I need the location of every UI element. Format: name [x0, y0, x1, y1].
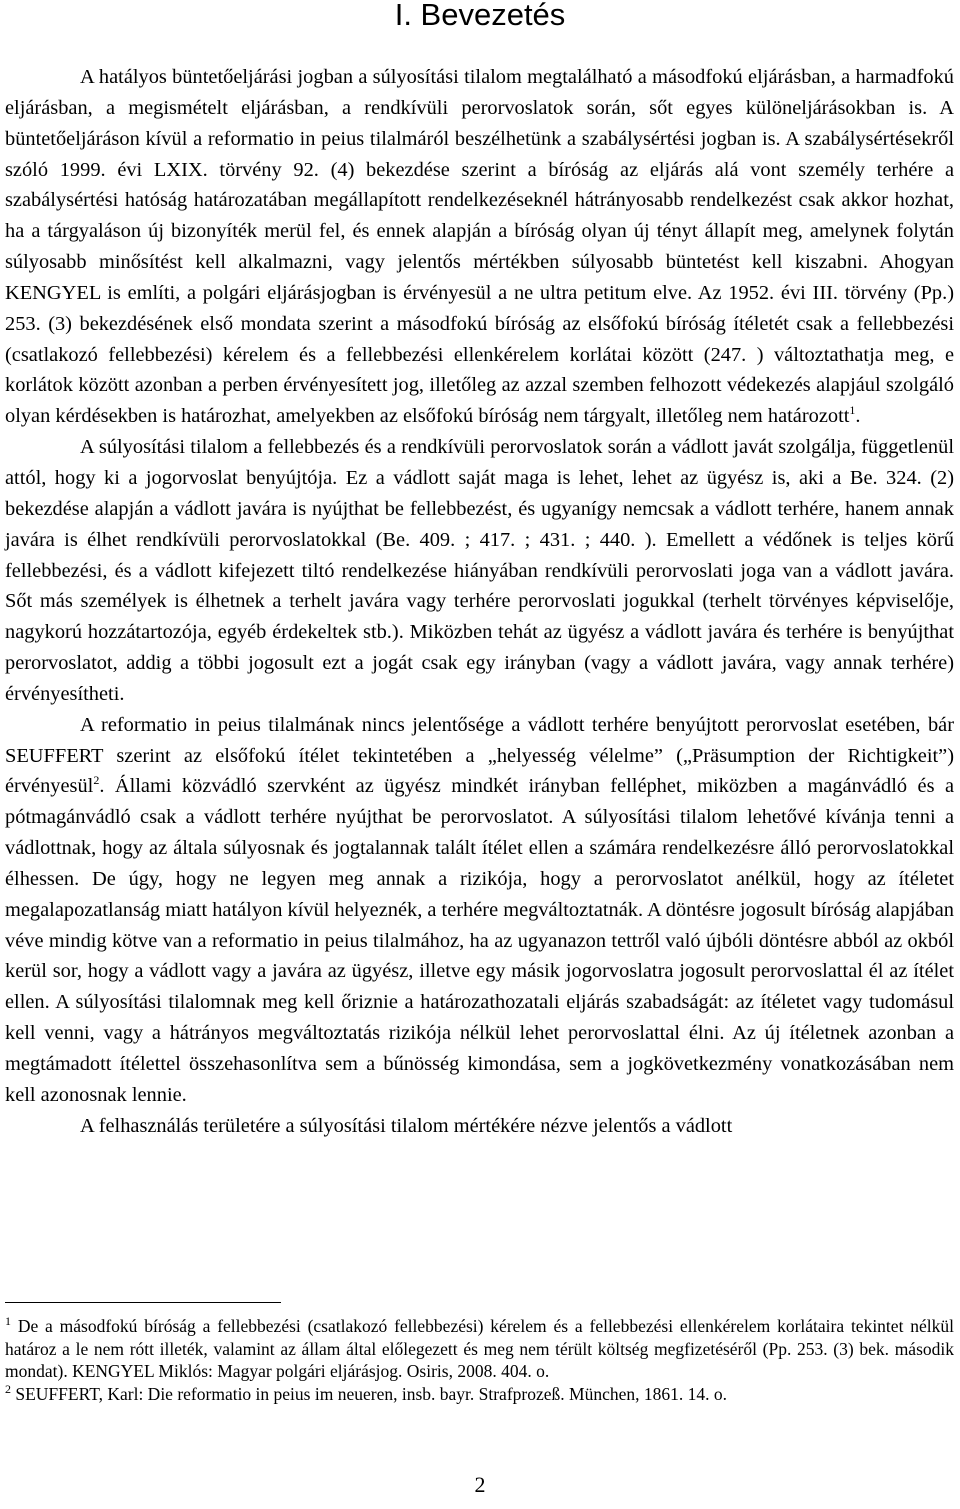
page-number: 2 — [474, 1472, 486, 1497]
footnote-ref-1: 1 — [849, 403, 856, 418]
paragraph-3-text: A reformatio in peius tilalmának nincs jelentősége a vádlott terhére benyújtott perorvoslat esetében, bár SEUFFERT szerint az elsőfokú ítélet tekintetében a „helyesség vélelme” („Präsumption der Richtigkeit”) érvényesül — [5, 713, 954, 798]
paragraph-4: A felhasználás területére a súlyosítási tilalom mértékére nézve jelentős a vádlott — [80, 1114, 733, 1137]
paragraph-3 — [5, 710, 954, 1111]
paragraph-1-text: A hatályos büntetőeljárási jogban a súlyosítási tilalom megtalálható a másodfokú eljárásban, a harmadfokú eljárásban, a megismételt eljárásban, a rendkívüli perorvoslatok során, sőt egyes különeljárásokban is. A büntetőeljáráson kívül a reformatio in peius tilalmáról beszélhetünk a szabálysértési jogban is. A szabálysértésekről szóló 1999. évi LXIX. törvény 92. (4) bekezdése szerint a bíróság az eljárás alá vont személy terhére a szabálysértési hatóság határozatában megállapított rendelkezéseknél hátrányosabb rendelkezést csak akkor hozhat, ha a tárgyaláson új bizonyíték merül fel, és ennek alapján a bíróság olyan új tényt állapít meg, amelynek folytán súlyosabb minősítést kell alkalmazni, vagy jelentős mértékben súlyosabb büntetést kell kiszabni. Ahogyan KENGYEL is említi, a polgári eljárásjogban is érvényesül a ne ultra petitum elve. Az 1952. évi III. törvény (Pp.) 253. (3) bekezdésének első mondata szerint a másodfokú bíróság az elsőfokú bíróság ítéletét csak a fellebbezési (csatlakozó fellebbezési) kérelem és a fellebbezési ellenkérelem korlátai között (247. ) változtathatja meg, e korlátok között azonban a perben érvényesített jog, illetőleg az azzal szemben felhozott védekezés alapjául szolgáló olyan kérdésekben is határozhat, amelyekben az elsőfokú bíróság nem tárgyalt, illetőleg nem határozott — [5, 66, 954, 428]
paragraph-3-cont: . Állami közvádló szervként az ügyész mindkét irányban felléphet, miközben a magánvádló és a pótmagánvádló csak a vádlott terhére nyújthat be perorvoslatot. A súlyosítási tilalom lehetővé kívánja tenni a vádlottnak, hogy az általa súlyosnak és jogtalannak talált ítélet ellen a számára rendelkezésre álló perorvoslatokkal élhessen. De úgy, hogy ne legyen meg annak a rizikója, hogy a perorvoslatot anélkül, hogy az ítéletet megalapozatlanság miatt hatályon kívül helyeznék, a terhére megváltoztatnák. A döntésre jogosult bíróság alapjában véve mindig kötve van a reformatio in peius tilalmához, ha az ugyanazon tettről való újbóli döntésre abból az okból kerül sor, hogy a vádlott vagy a javára az ügyész, illetve egy másik jogorvoslatra jogosult perorvoslattal él az ítélet ellen. A súlyosítási tilalomnak meg kell őriznie a határozathozatali eljárás szabadságát: az ítéletet vagy tudomásul kell venni, vagy a hátrányos megváltoztatás rizikója nélkül lehet perorvoslattal élni. Az új ítéletnek azonban a megtámadott ítélettel összehasonlítva sem a bűnösség kimondása, sem a jogkövetkezmény vonatkozásában nem kell azonosnak lennie. — [5, 775, 954, 1106]
footnote-1-text: De a másodfokú bíróság a fellebbezési (csatlakozó fellebbezési) kérelem és a fellebbezési ellenkérelem korlátaira tekintet nélkül határoz a le nem rótt illeték, valamint az állam által előlegezett és meg nem térült költség megfizetéséről (Pp. 253. (3) bek. második mondat). KENGYEL Miklós: Magyar polgári eljárásjog. Osiris, 2008. 404. o. — [5, 1316, 954, 1381]
footnote-2-text: SEUFFERT, Karl: Die reformatio in peius im neueren, insb. bayr. Strafprozeß. München, 1861. 14. o. — [15, 1383, 727, 1404]
paragraph-1 — [5, 62, 954, 432]
footnote-mark-2: 2 — [5, 1381, 11, 1396]
body-text — [5, 62, 954, 1142]
footnote-ref-2: 2 — [93, 773, 100, 788]
footnote-mark-1: 1 — [5, 1314, 11, 1329]
footnotes — [5, 1315, 954, 1405]
footnote-2 — [5, 1383, 954, 1406]
footnote-separator — [5, 1302, 281, 1303]
footnote-1 — [5, 1315, 954, 1383]
paragraph-1-end: . — [855, 405, 861, 428]
section-title: I. Bevezetés — [394, 0, 566, 32]
paragraph-2: A súlyosítási tilalom a fellebbezés és a rendkívüli perorvoslatok során a vádlott javát szolgálja, függetlenül attól, hogy ki a jogorvoslat benyújtója. Ez a vádlott saját maga is lehet, lehet az ügyész is, aki a Be. 324. (2) bekezdése alapján a vádlott javára is nyújthat be fellebbezést, és ugyanígy nemcsak a vádlott terhére, hanem annak javára is élhet rendkívüli perorvoslatokkal (Be. 409. ; 417. ; 431. ; 440. ). Emellett a védőnek is teljes körű fellebbezési, és a vádlott kifejezett tiltó rendelkezése hiányában rendkívüli perorvoslati joga van a vádlott javára. Sőt más személyek is élhetnek a terhelt javára vagy terhére perorvoslati jogukkal (terhelt törvényes képviselője, nagykorú hozzátartozója, egyéb érdekeltek stb.). Miközben tehát az ügyész a vádlott javára és terhére is benyújthat perorvoslatot, addig a többi jogosult ezt a jogát csak egy irányban (vagy a vádlott javára, vagy annak terhére) érvényesítheti. — [5, 436, 954, 705]
